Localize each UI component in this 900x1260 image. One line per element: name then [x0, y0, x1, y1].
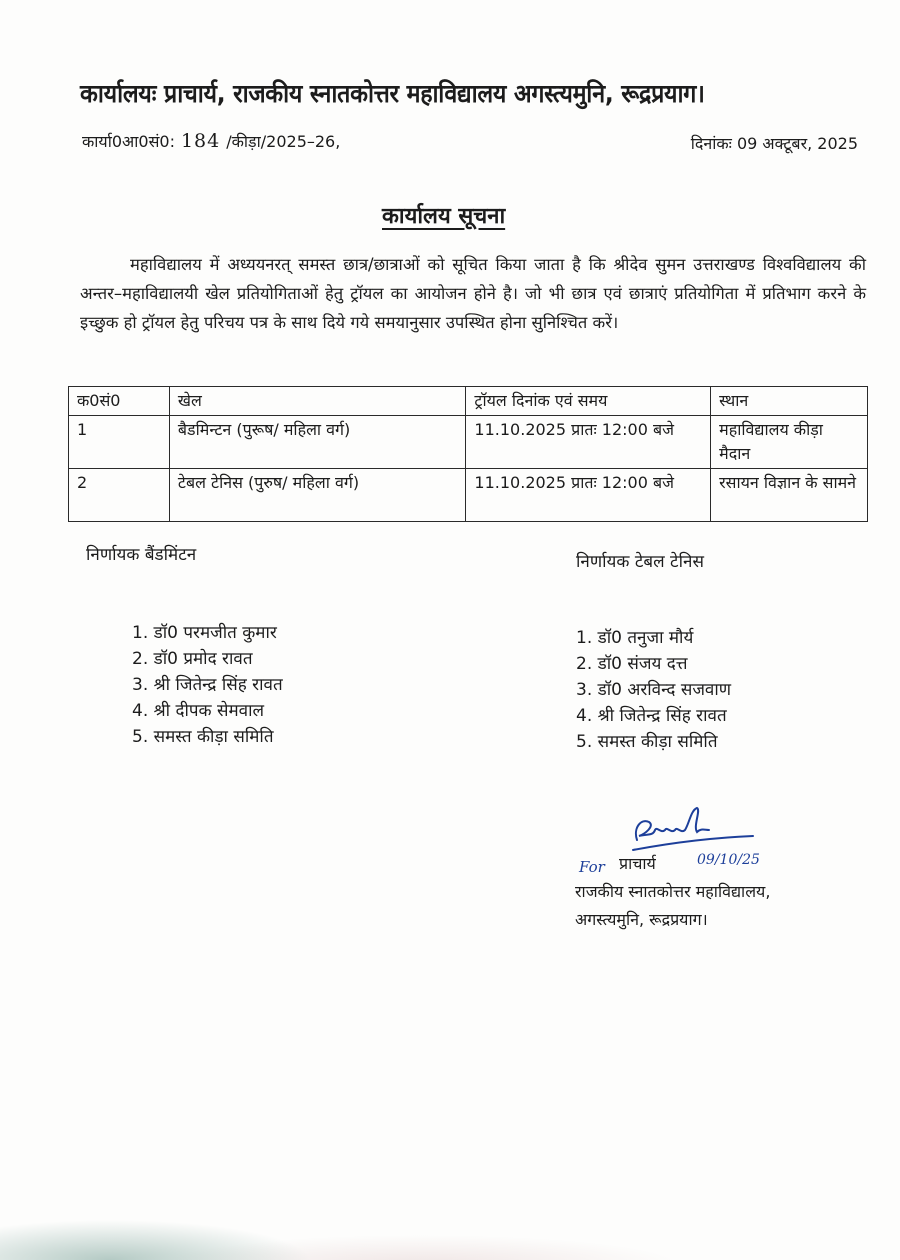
header-game: खेल: [169, 387, 466, 416]
judge-item: 4. श्री दीपक सेमवाल: [132, 701, 265, 721]
cell-venue: रसायन विज्ञान के सामने: [711, 469, 868, 522]
trial-schedule-table: [68, 386, 868, 522]
table-row: [69, 469, 868, 522]
reference-prefix: कार्या0आ0सं0:: [82, 132, 175, 151]
notice-title: कार्यालय सूचना: [382, 204, 506, 229]
table-row: [69, 416, 868, 469]
judge-item: 2. डॉ0 संजय दत्त: [576, 654, 688, 674]
judge-item: 4. श्री जितेन्द्र सिंह रावत: [576, 706, 727, 726]
table-tennis-judges-heading: निर्णायक टेबल टेनिस: [576, 552, 704, 572]
table-tennis-judges-list: [576, 625, 731, 755]
handwritten-signature: [575, 800, 795, 875]
scan-edge-shadow: [0, 1195, 900, 1260]
badminton-judges-list: [132, 620, 283, 750]
cell-game: बैडमिन्टन (पुरूष/ महिला वर्ग): [169, 416, 466, 469]
header-venue: स्थान: [711, 387, 868, 416]
judge-item: 2. डॉ0 प्रमोद रावत: [132, 649, 253, 669]
signature-date: 09/10/25: [697, 852, 760, 868]
judge-item: 1. डॉ0 तनुजा मौर्य: [576, 628, 694, 648]
judge-item: 5. समस्त कीड़ा समिति: [576, 732, 718, 752]
judge-item: 3. डॉ0 अरविन्द सजवाण: [576, 680, 732, 700]
notice-date: दिनांकः 09 अक्टूबर, 2025: [690, 134, 858, 153]
notice-body: महाविद्यालय में अध्ययनरत् समस्त छात्र/छात्राओं को सूचित किया जाता है कि श्रीदेव सुमन उत्तराखण्ड विश्वविद्यालय की अन्तर–महाविद्यालयी खेल प्रतियोगिताओं हेतु ट्रॉयल का आयोजन होने है। जो भी छात्र एवं छात्राएं प्रतियोगिता में प्रतिभाग करने के इच्छुक हो ट्रॉयल हेतु परिचय पत्र के साथ दिये गये समयानुसार उपस्थित होना सुनिश्चित करें।: [80, 255, 866, 332]
cell-game: टेबल टेनिस (पुरुष/ महिला वर्ग): [169, 469, 466, 522]
signature-for-note: For: [579, 858, 605, 876]
cell-venue: महाविद्यालय कीड़ा मैदान: [711, 416, 868, 469]
reference-handwritten-number: 184: [180, 130, 221, 152]
cell-trial-datetime: 11.10.2025 प्रातः 12:00 बजे: [466, 416, 711, 469]
judge-item: 3. श्री जितेन्द्र सिंह रावत: [132, 675, 283, 695]
cell-serial: 2: [69, 469, 170, 522]
reference-suffix: /कीड़ा/2025–26,: [226, 132, 341, 151]
office-header-title: कार्यालयः प्राचार्य, राजकीय स्नातकोत्तर महाविद्यालय अगस्त्यमुनि, रूद्रप्रयाग।: [80, 79, 705, 108]
header-trial-datetime: ट्रॉयल दिनांक एवं समय: [466, 387, 711, 416]
badminton-judges-heading: निर्णायक बैंडमिंटन: [86, 545, 197, 565]
judge-item: 1. डॉ0 परमजीत कुमार: [132, 623, 277, 643]
cell-trial-datetime: 11.10.2025 प्रातः 12:00 बजे: [466, 469, 711, 522]
reference-number: [82, 130, 340, 152]
header-serial: क0सं0: [69, 387, 170, 416]
signatory-post: प्राचार्य: [619, 854, 656, 873]
signature-block: [575, 800, 875, 950]
cell-serial: 1: [69, 416, 170, 469]
signatory-location: अगस्त्यमुनि, रूद्रप्रयाग।: [575, 910, 708, 929]
signatory-institution: राजकीय स्नातकोत्तर महाविद्यालय,: [575, 882, 771, 901]
table-header-row: [69, 387, 868, 416]
judge-item: 5. समस्त कीड़ा समिति: [132, 727, 274, 747]
